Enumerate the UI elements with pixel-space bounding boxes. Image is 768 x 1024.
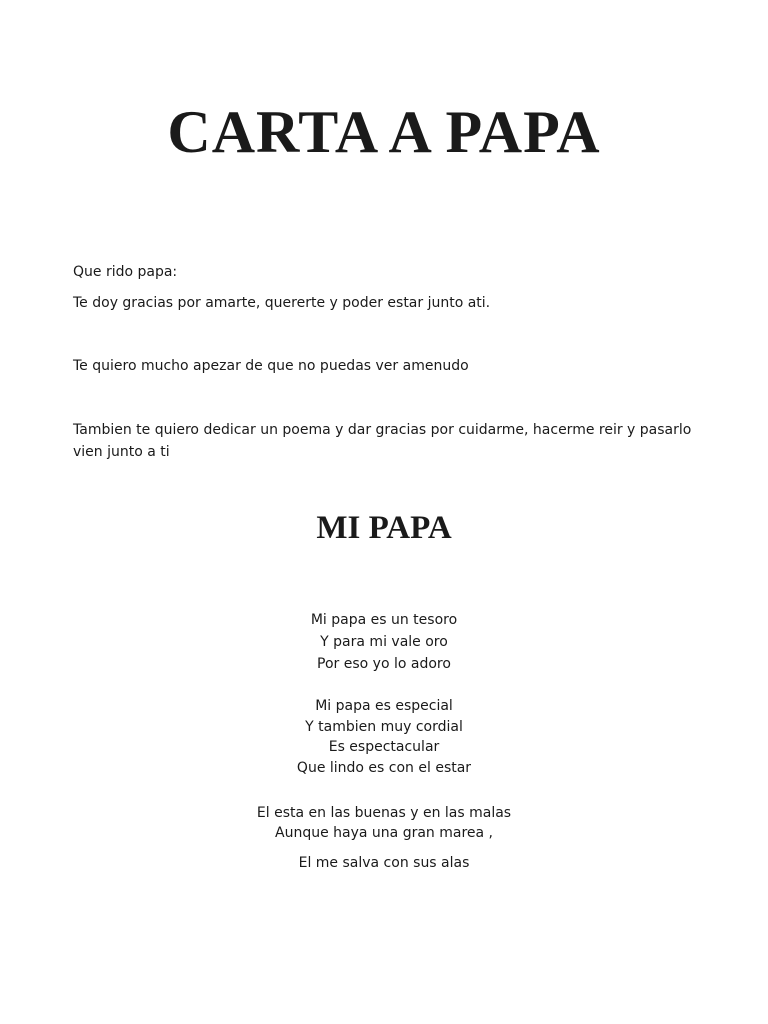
poem-stanza [0,609,768,675]
letter-paragraph: Te doy gracias por amarte, quererte y poder estar junto ati. [73,295,491,311]
letter-paragraph: Tambien te quiero dedicar un poema y dar gracias por cuidarme, hacerme reir y pasarlo vien junto a ti [73,422,692,460]
poem-line: Mi papa es un tesoro [310,612,458,628]
poem-line: Es espectacular [328,739,440,755]
poem-line: Por eso yo lo adoro [317,656,451,672]
letter-greeting: Que rido papa: [73,264,178,280]
poem-stanza [0,853,768,874]
poem-line: El me salva con sus alas [298,855,470,871]
poem-line: Aunque haya una gran marea , [275,825,493,841]
poem-line: Y tambien muy cordial [305,718,463,735]
poem-line: Mi papa es especial [315,698,453,714]
poem-stanza [0,696,768,778]
poem-stanza [0,803,768,843]
document-title: CARTA A PAPA [167,99,601,165]
letter-paragraph: Te quiero mucho apezar de que no puedas ver amenudo [73,358,469,374]
poem-line: El esta en las buenas y en las malas [256,805,512,821]
poem-line: Y para mi vale oro [320,634,448,650]
poem-line: Que lindo es con el estar [296,759,472,776]
poem-title: MI PAPA [316,510,452,546]
